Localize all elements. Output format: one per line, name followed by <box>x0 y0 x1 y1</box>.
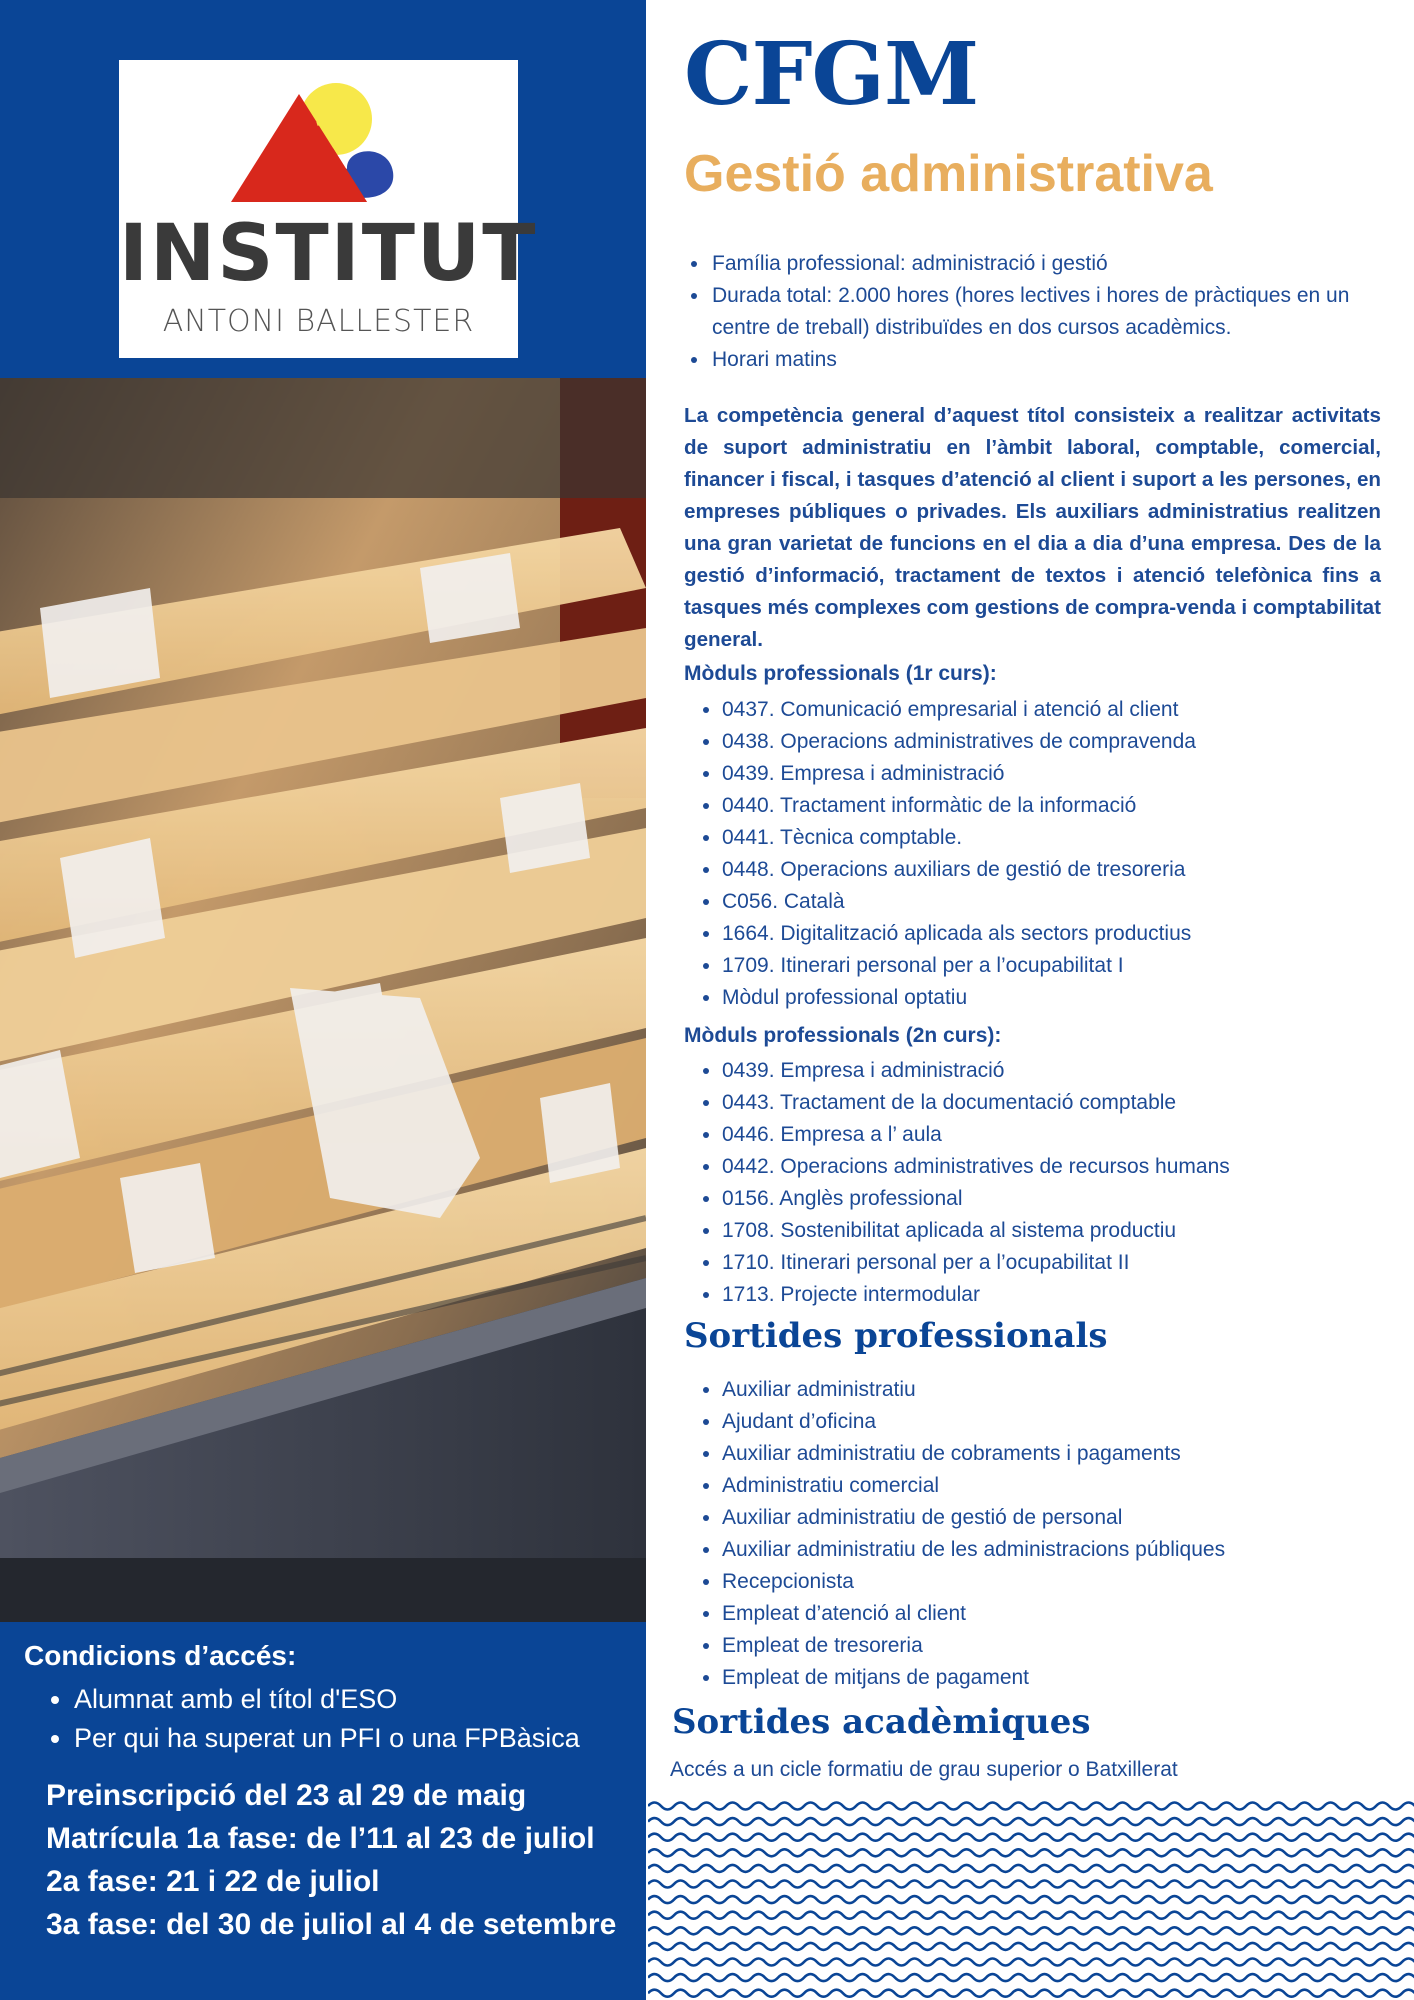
wave-decoration <box>648 1796 1414 2000</box>
module-item: • 0439. Empresa i administració <box>722 1055 1230 1087</box>
module-item: • 1664. Digitalització aplicada als sectors productius <box>722 918 1196 950</box>
wave-line <box>648 1927 1414 1934</box>
module-item: • 1713. Projecte intermodular <box>722 1279 1230 1311</box>
wave-line <box>648 1818 1414 1825</box>
career-item: • Auxiliar administratiu de gestió de personal <box>722 1502 1225 1534</box>
logo-panel <box>0 0 646 378</box>
module-item: • 0156. Anglès professional <box>722 1183 1230 1215</box>
module-item: • 0440. Tractament informàtic de la informació <box>722 790 1196 822</box>
access-panel <box>0 1622 646 2000</box>
institute-logo <box>119 60 538 358</box>
career-item: • Auxiliar administratiu de les administracions públiques <box>722 1534 1225 1566</box>
career-item: • Administratiu comercial <box>722 1470 1225 1502</box>
date-line: 3a fase: del 30 de juliol al 4 de setembre <box>46 1908 617 1941</box>
logo-title: INSTITUT <box>119 209 538 299</box>
info-item: • Família professional: administració i gestió <box>710 248 1410 280</box>
filing-cabinet-photo <box>0 378 646 1622</box>
career-item: • Ajudant d’oficina <box>722 1406 1225 1438</box>
academic-text: Accés a un cicle formatiu de grau superior o Batxillerat <box>670 1758 1178 1781</box>
module-item: • 0439. Empresa i administració <box>722 758 1196 790</box>
wave-line <box>648 1896 1414 1903</box>
wave-line <box>648 1974 1414 1981</box>
wave-line <box>648 1803 1414 1810</box>
info-list <box>684 248 1410 376</box>
access-list <box>24 1680 580 1758</box>
module-item: • 1709. Itinerari personal per a l’ocupabilitat I <box>722 950 1196 982</box>
wave-line <box>648 1849 1414 1856</box>
wave-line <box>648 1881 1414 1888</box>
modules-2-title: Mòduls professionals (2n curs): <box>684 1024 1002 1047</box>
date-line: Preinscripció del 23 al 29 de maig <box>46 1779 527 1812</box>
professional-title: Sortides professionals <box>684 1316 1108 1356</box>
modules-2-list <box>684 1055 1230 1311</box>
career-item: • Recepcionista <box>722 1566 1225 1598</box>
page-title: CFGM <box>684 24 979 125</box>
module-item: • 0448. Operacions auxiliars de gestió de tresoreria <box>722 854 1196 886</box>
modules-1-list <box>684 694 1196 1014</box>
module-item: • Mòdul professional optatiu <box>722 982 1196 1014</box>
career-item: • Auxiliar administratiu <box>722 1374 1225 1406</box>
info-item: • Durada total: 2.000 hores (hores lectives i hores de pràctiques en un centre de treball) distribuïdes en dos cursos acadèmics. <box>710 280 1410 344</box>
wave-line <box>648 1959 1414 1966</box>
module-item: • 0442. Operacions administratives de recursos humans <box>722 1151 1230 1183</box>
enrollment-dates <box>46 1774 616 1946</box>
access-title: Condicions d’accés: <box>24 1640 297 1671</box>
wave-line <box>648 1912 1414 1919</box>
logo-subtitle: ANTONI BALLESTER <box>162 304 475 339</box>
description: La competència general d’aquest títol consisteix a realitzar activitats de suport administratiu en l’àmbit laboral, comptable, comercial, financer i fiscal, i tasques d’atenció al client i suport a les persones, en empreses públiques o privades. Els auxiliars administratius realitzen una gran varietat de funcions en el dia a dia d’una empresa. Des de la gestió d’informació, tractament de textos i atenció telefònica fins a tasques més complexes com gestions de compra-venda i comptabilitat general. <box>684 404 1381 651</box>
career-item: • Empleat d’atenció al client <box>722 1598 1225 1630</box>
professional-list <box>684 1374 1225 1694</box>
career-item: • Empleat de tresoreria <box>722 1630 1225 1662</box>
date-line: 2a fase: 21 i 22 de juliol <box>46 1865 380 1898</box>
wave-line <box>648 1943 1414 1950</box>
date-line: Matrícula 1a fase: de l’11 al 23 de juliol <box>46 1822 595 1855</box>
career-item: • Auxiliar administratiu de cobraments i pagaments <box>722 1438 1225 1470</box>
module-item: • 1708. Sostenibilitat aplicada al sistema productiu <box>722 1215 1230 1247</box>
module-item: • 0438. Operacions administratives de compravenda <box>722 726 1196 758</box>
module-item: • C056. Català <box>722 886 1196 918</box>
module-item: • 0437. Comunicació empresarial i atenció al client <box>722 694 1196 726</box>
page-subtitle: Gestió administrativa <box>684 145 1213 203</box>
module-item: • 0443. Tractament de la documentació comptable <box>722 1087 1230 1119</box>
logo-mark-icon <box>229 76 409 206</box>
modules-1-title: Mòduls professionals (1r curs): <box>684 662 997 685</box>
access-item: • Per qui ha superat un PFI o una FPBàsica <box>74 1719 580 1758</box>
info-item: • Horari matins <box>710 344 1410 376</box>
module-item: • 0441. Tècnica comptable. <box>722 822 1196 854</box>
wave-line <box>648 1865 1414 1872</box>
module-item: • 0446. Empresa a l’ aula <box>722 1119 1230 1151</box>
career-item: • Empleat de mitjans de pagament <box>722 1662 1225 1694</box>
wave-line <box>648 1990 1414 1997</box>
wave-line <box>648 1834 1414 1841</box>
module-item: • 1710. Itinerari personal per a l’ocupabilitat II <box>722 1247 1230 1279</box>
access-item: • Alumnat amb el títol d'ESO <box>74 1680 580 1719</box>
academic-title: Sortides acadèmiques <box>672 1702 1091 1742</box>
